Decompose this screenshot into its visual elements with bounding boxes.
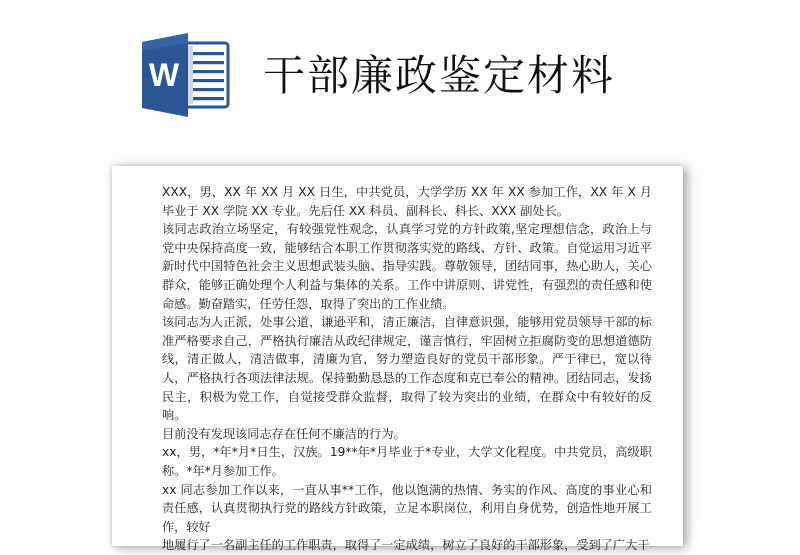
document-page — [112, 166, 683, 553]
header-banner — [0, 0, 800, 150]
svg-text:W: W — [148, 57, 180, 93]
doc-paragraph: 地履行了一名副主任的工作职责，取得了一定成绩，树立了良好的干部形象，受到了广大干 — [162, 538, 650, 553]
doc-paragraph: 该同志政治立场坚定，有较强党性观念，认真学习党的方针政策,坚定理想信念，政治上与党中央保持高度一致，能够结合本职工作贯彻落实党的路线、方针、政策。自觉运用习近平新时代中国特色社会主义思想武装头脑、指导实践。尊敬领导，团结同事，热心助人，关心群众，能够正确处理个人利益与集体的关系。工作中讲原则、讲党性，有强烈的责任感和使命感。勤奋踏实，任劳任怨，取得了突出的工作业绩。 — [162, 222, 652, 311]
doc-paragraph: xx，男，*年*月*日生，汉族。19**年*月毕业于*专业，大学文化程度。中共党员，高级职称。*年*月参加工作。 — [162, 445, 652, 478]
doc-paragraph: 目前没有发现该同志存在任何不廉洁的行为。 — [162, 426, 406, 441]
doc-paragraph: XXX，男，XX 年 XX 月 XX 日生，中共党员，大学学历 XX 年 XX 参加工作，XX 年 X 月毕业于 XX 学院 XX 专业。先后任 XX 科员、副科长、科长、XXX 副处长。 — [162, 185, 652, 218]
document-body — [162, 183, 652, 555]
doc-paragraph: xx 同志参加工作以来，一直从事**工作，他以饱满的热情、务实的作风、高度的事业心和责任感，认真贯彻执行党的路线方针政策，立足本职岗位，利用自身优势，创造性地开展工作，较好 — [162, 482, 652, 534]
word-document-icon — [140, 33, 232, 117]
page-title: 干部廉政鉴定材料 — [263, 51, 616, 100]
doc-paragraph: 该同志为人正派，处事公道，谦逊平和，清正廉洁，自律意识强，能够用党员领导干部的标准严格要求自己，严格执行廉洁从政纪律规定，谨言慎行，牢固树立拒腐防变的思想道德防线，清正做人，清洁做事，清廉为官，努力塑造良好的党员干部形象。严于律已，宽以待人，严格执行各项法律法规。保持勤勤恳恳的工作态度和克已奉公的精神。团结同志，发扬民主，积极为党工作，自觉接受群众监督，取得了较为突出的业绩，在群众中有较好的反响。 — [162, 315, 652, 423]
